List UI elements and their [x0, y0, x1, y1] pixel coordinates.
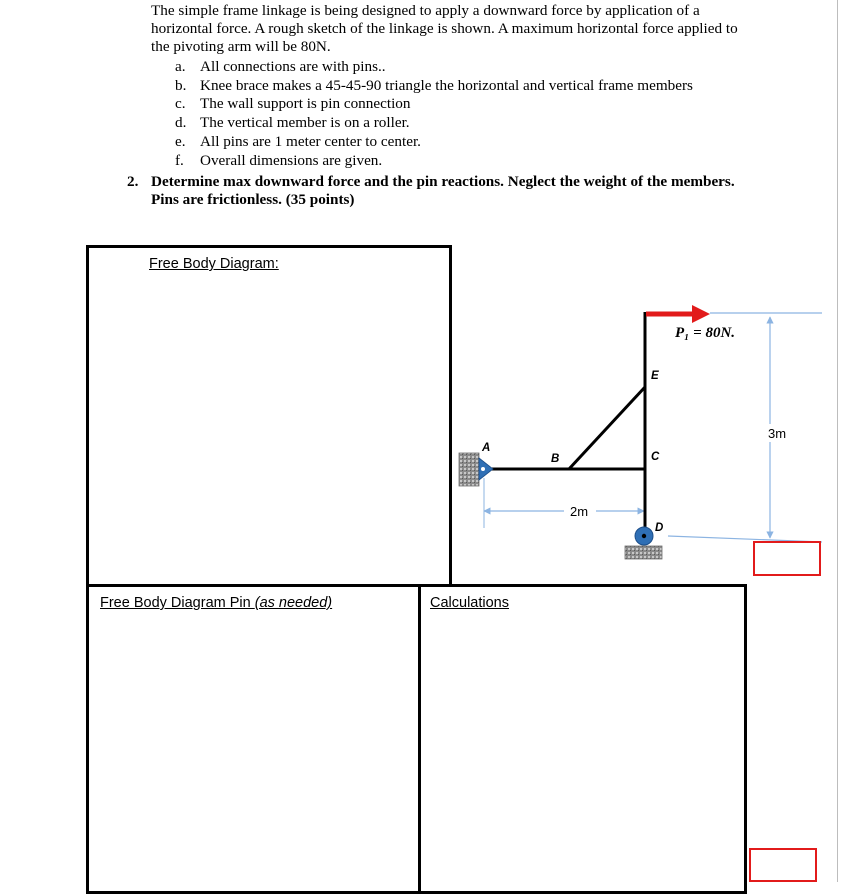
wall-support-block [459, 453, 479, 486]
label-b: B [551, 453, 560, 465]
condition-text: The wall support is pin connection [200, 95, 411, 113]
roller-ground-block [625, 546, 662, 559]
calculations-label: Calculations [430, 595, 509, 611]
label-c: C [651, 451, 660, 463]
question-text: Determine max downward force and the pin reactions. Neglect the weight of the members. Pins are frictionless. (35 points) [151, 173, 735, 208]
force-arrow-head [692, 305, 710, 323]
condition-text: All pins are 1 meter center to center. [200, 132, 421, 150]
label-d: D [655, 522, 664, 534]
fbd-pin-label-note: (as needed) [254, 595, 333, 611]
pin-a [481, 467, 485, 471]
condition-marker: d. [175, 114, 187, 132]
condition-text: Knee brace makes a 45-45-90 triangle the horizontal and vertical frame members [200, 76, 693, 94]
question-number: 2. [127, 173, 139, 190]
dimension-label-3m: 3m [768, 426, 787, 441]
condition-text: The vertical member is on a roller. [200, 114, 410, 132]
condition-marker: a. [175, 58, 186, 75]
label-a: A [482, 442, 491, 454]
condition-text: All connections are with pins.. [200, 58, 386, 75]
condition-marker: c. [175, 95, 186, 113]
condition-text: Overall dimensions are given. [200, 151, 383, 169]
label-e: E [651, 370, 659, 382]
condition-marker: b. [175, 76, 187, 94]
fbd-pin-label-main: Free Body Diagram Pin [100, 595, 255, 611]
answer-box-bottom[interactable] [749, 848, 817, 882]
condition-marker: e. [175, 132, 186, 150]
knee-brace [569, 387, 645, 469]
fbd-label: Free Body Diagram: [149, 256, 279, 272]
condition-marker: f. [175, 151, 184, 169]
problem-intro: The simple frame linkage is being designed to apply a downward force by application of a horizontal force. A rough sketch of the linkage is shown. A maximum horizontal force applied to the pivoting arm will be 80N. [151, 2, 738, 55]
dimension-label-2m: 2m [570, 504, 589, 519]
answer-box-top[interactable] [753, 541, 821, 576]
force-label: P₁ = 80N. [675, 325, 736, 341]
pin-d [642, 534, 646, 538]
